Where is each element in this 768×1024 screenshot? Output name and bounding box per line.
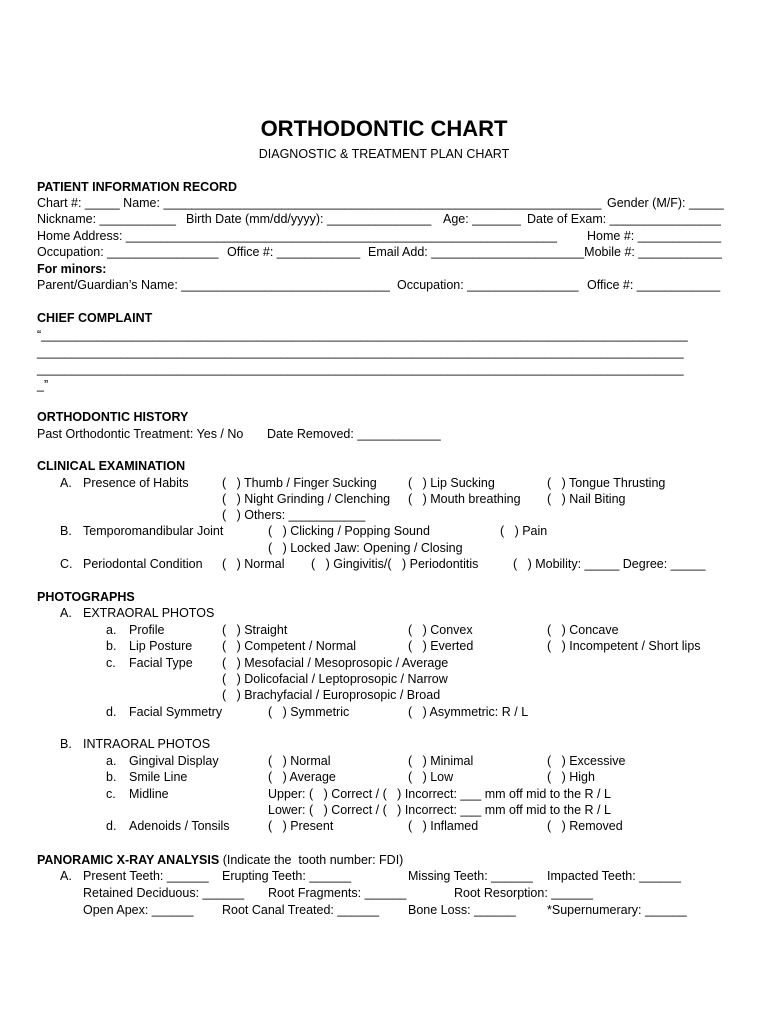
root-canal-field: Root Canal Treated: ______ [222, 903, 380, 917]
gingival-excessive: ( ) Excessive [547, 754, 626, 768]
supernumerary-field: *Supernumerary: ______ [547, 903, 687, 917]
midline-label: Midline [129, 787, 169, 801]
erupting-teeth-field: Erupting Teeth: ______ [222, 869, 352, 883]
midline-lower: Lower: ( ) Correct / ( ) Incorrect: ___ mm off mid to the R / L [268, 803, 611, 817]
midline-upper: Upper: ( ) Correct / ( ) Incorrect: ___ mm off mid to the R / L [268, 787, 611, 801]
habit-nail-biting: ( ) Nail Biting [547, 492, 626, 506]
bone-loss-field: Bone Loss: ______ [408, 903, 516, 917]
past-treatment-field: Past Orthodontic Treatment: Yes / No [37, 427, 244, 441]
present-teeth-field: Present Teeth: ______ [83, 869, 209, 883]
tmj-pain: ( ) Pain [500, 524, 548, 538]
page-subtitle: DIAGNOSTIC & TREATMENT PLAN CHART [258, 147, 510, 161]
perio-mobility: ( ) Mobility: _____ Degree: _____ [513, 557, 706, 571]
profile-concave: ( ) Concave [547, 623, 619, 637]
for-minors-label: For minors: [37, 262, 107, 276]
gingival-letter: a. [106, 754, 117, 768]
facial-dolicofacial: ( ) Dolicofacial / Leptoprosopic / Narrow [222, 672, 448, 686]
missing-teeth-field: Missing Teeth: ______ [408, 869, 533, 883]
symmetry-asymmetric: ( ) Asymmetric: R / L [408, 705, 529, 719]
midline-letter: c. [106, 787, 116, 801]
adenoids-present: ( ) Present [268, 819, 334, 833]
complaint-line-3: _____________________________________________________________________________________________ [37, 362, 684, 376]
facial-type-label: Facial Type [129, 656, 193, 670]
facial-brachyfacial: ( ) Brachyfacial / Europrosopic / Broad [222, 688, 441, 702]
facial-mesofacial: ( ) Mesofacial / Mesoprosopic / Average [222, 656, 449, 670]
complaint-line-2: _____________________________________________________________________________________________ [37, 345, 684, 359]
open-apex-field: Open Apex: ______ [83, 903, 194, 917]
perio-gingivitis: ( ) Gingivitis/( ) Periodontitis [311, 557, 479, 571]
clinical-b-label: B. [60, 524, 72, 538]
habit-thumb-sucking: ( ) Thumb / Finger Sucking [222, 476, 377, 490]
smile-line-label: Smile Line [129, 770, 188, 784]
profile-convex: ( ) Convex [408, 623, 473, 637]
xray-heading-line [37, 852, 403, 868]
patient-info-heading: PATIENT INFORMATION RECORD [37, 180, 237, 194]
smile-high: ( ) High [547, 770, 595, 784]
guardian-name-field: Parent/Guardian’s Name: ______________________________ [37, 278, 390, 292]
clinical-exam-heading: CLINICAL EXAMINATION [37, 459, 186, 473]
page-title: ORTHODONTIC CHART [260, 116, 508, 141]
lip-posture-label: Lip Posture [129, 639, 193, 653]
exam-date-field: Date of Exam: ________________ [527, 212, 721, 226]
profile-letter: a. [106, 623, 117, 637]
adenoids-removed: ( ) Removed [547, 819, 623, 833]
symmetry-letter: d. [106, 705, 117, 719]
impacted-teeth-field: Impacted Teeth: ______ [547, 869, 681, 883]
tmj-title: Temporomandibular Joint [83, 524, 224, 538]
habit-mouth-breathing: ( ) Mouth breathing [408, 492, 521, 506]
lip-competent: ( ) Competent / Normal [222, 639, 357, 653]
birth-date-field: Birth Date (mm/dd/yyyy): _______________ [186, 212, 432, 226]
photographs-heading: PHOTOGRAPHS [37, 590, 135, 604]
office-phone-field: Office #: ____________ [227, 245, 361, 259]
tmj-clicking: ( ) Clicking / Popping Sound [268, 524, 430, 538]
xray-heading: PANORAMIC X-RAY ANALYSIS [37, 853, 220, 867]
clinical-a-label: A. [60, 476, 72, 490]
home-address-field: Home Address: ______________________________________________________________ [37, 229, 557, 243]
tmj-locked-jaw: ( ) Locked Jaw: Opening / Closing [268, 541, 463, 555]
gender-field: Gender (M/F): _____ [607, 196, 724, 210]
age-field: Age: _______ [443, 212, 521, 226]
complaint-line-4: _” [37, 378, 49, 392]
guardian-office-field: Office #: ____________ [587, 278, 721, 292]
nickname-field: Nickname: ___________ [37, 212, 176, 226]
smile-low: ( ) Low [408, 770, 454, 784]
email-mobile-field: Email Add: ______________________Mobile #: ____________ [368, 245, 722, 259]
clinical-c-label: C. [60, 557, 73, 571]
facial-symmetry-label: Facial Symmetry [129, 705, 223, 719]
adenoids-label: Adenoids / Tonsils [129, 819, 230, 833]
lip-everted: ( ) Everted [408, 639, 474, 653]
chief-complaint-heading: CHIEF COMPLAINT [37, 311, 153, 325]
adenoids-inflamed: ( ) Inflamed [408, 819, 479, 833]
smile-letter: b. [106, 770, 117, 784]
lip-incompetent: ( ) Incompetent / Short lips [547, 639, 701, 653]
home-phone-field: Home #: ____________ [587, 229, 722, 243]
xray-note: (Indicate the tooth number: FDI) [219, 853, 404, 867]
facial-letter: c. [106, 656, 116, 670]
symmetry-symmetric: ( ) Symmetric [268, 705, 350, 719]
habit-lip-sucking: ( ) Lip Sucking [408, 476, 495, 490]
extraoral-title: EXTRAORAL PHOTOS [83, 606, 215, 620]
guardian-occupation-field: Occupation: ________________ [397, 278, 579, 292]
profile-straight: ( ) Straight [222, 623, 288, 637]
lip-letter: b. [106, 639, 117, 653]
gingival-minimal: ( ) Minimal [408, 754, 474, 768]
perio-normal: ( ) Normal [222, 557, 285, 571]
habit-tongue-thrusting: ( ) Tongue Thrusting [547, 476, 666, 490]
date-removed-field: Date Removed: ____________ [267, 427, 441, 441]
root-fragments-field: Root Fragments: ______ [268, 886, 407, 900]
photos-a-label: A. [60, 606, 72, 620]
root-resorption-field: Root Resorption: ______ [454, 886, 593, 900]
chart-name-field: Chart #: _____ Name: _______________________________________________________________ [37, 196, 602, 210]
adenoids-letter: d. [106, 819, 117, 833]
intraoral-title: INTRAORAL PHOTOS [83, 737, 211, 751]
photos-b-label: B. [60, 737, 72, 751]
complaint-line-1: “_____________________________________________________________________________________________ [37, 328, 688, 342]
occupation-field: Occupation: ________________ [37, 245, 219, 259]
habit-others: ( ) Others: ___________ [222, 508, 366, 522]
habit-night-grinding: ( ) Night Grinding / Clenching [222, 492, 391, 506]
smile-average: ( ) Average [268, 770, 336, 784]
gingival-display-label: Gingival Display [129, 754, 219, 768]
habits-title: Presence of Habits [83, 476, 189, 490]
periodontal-title: Periodontal Condition [83, 557, 203, 571]
profile-label: Profile [129, 623, 165, 637]
retained-deciduous-field: Retained Deciduous: ______ [83, 886, 245, 900]
xray-a-label: A. [60, 869, 72, 883]
ortho-history-heading: ORTHODONTIC HISTORY [37, 410, 189, 424]
gingival-normal: ( ) Normal [268, 754, 331, 768]
